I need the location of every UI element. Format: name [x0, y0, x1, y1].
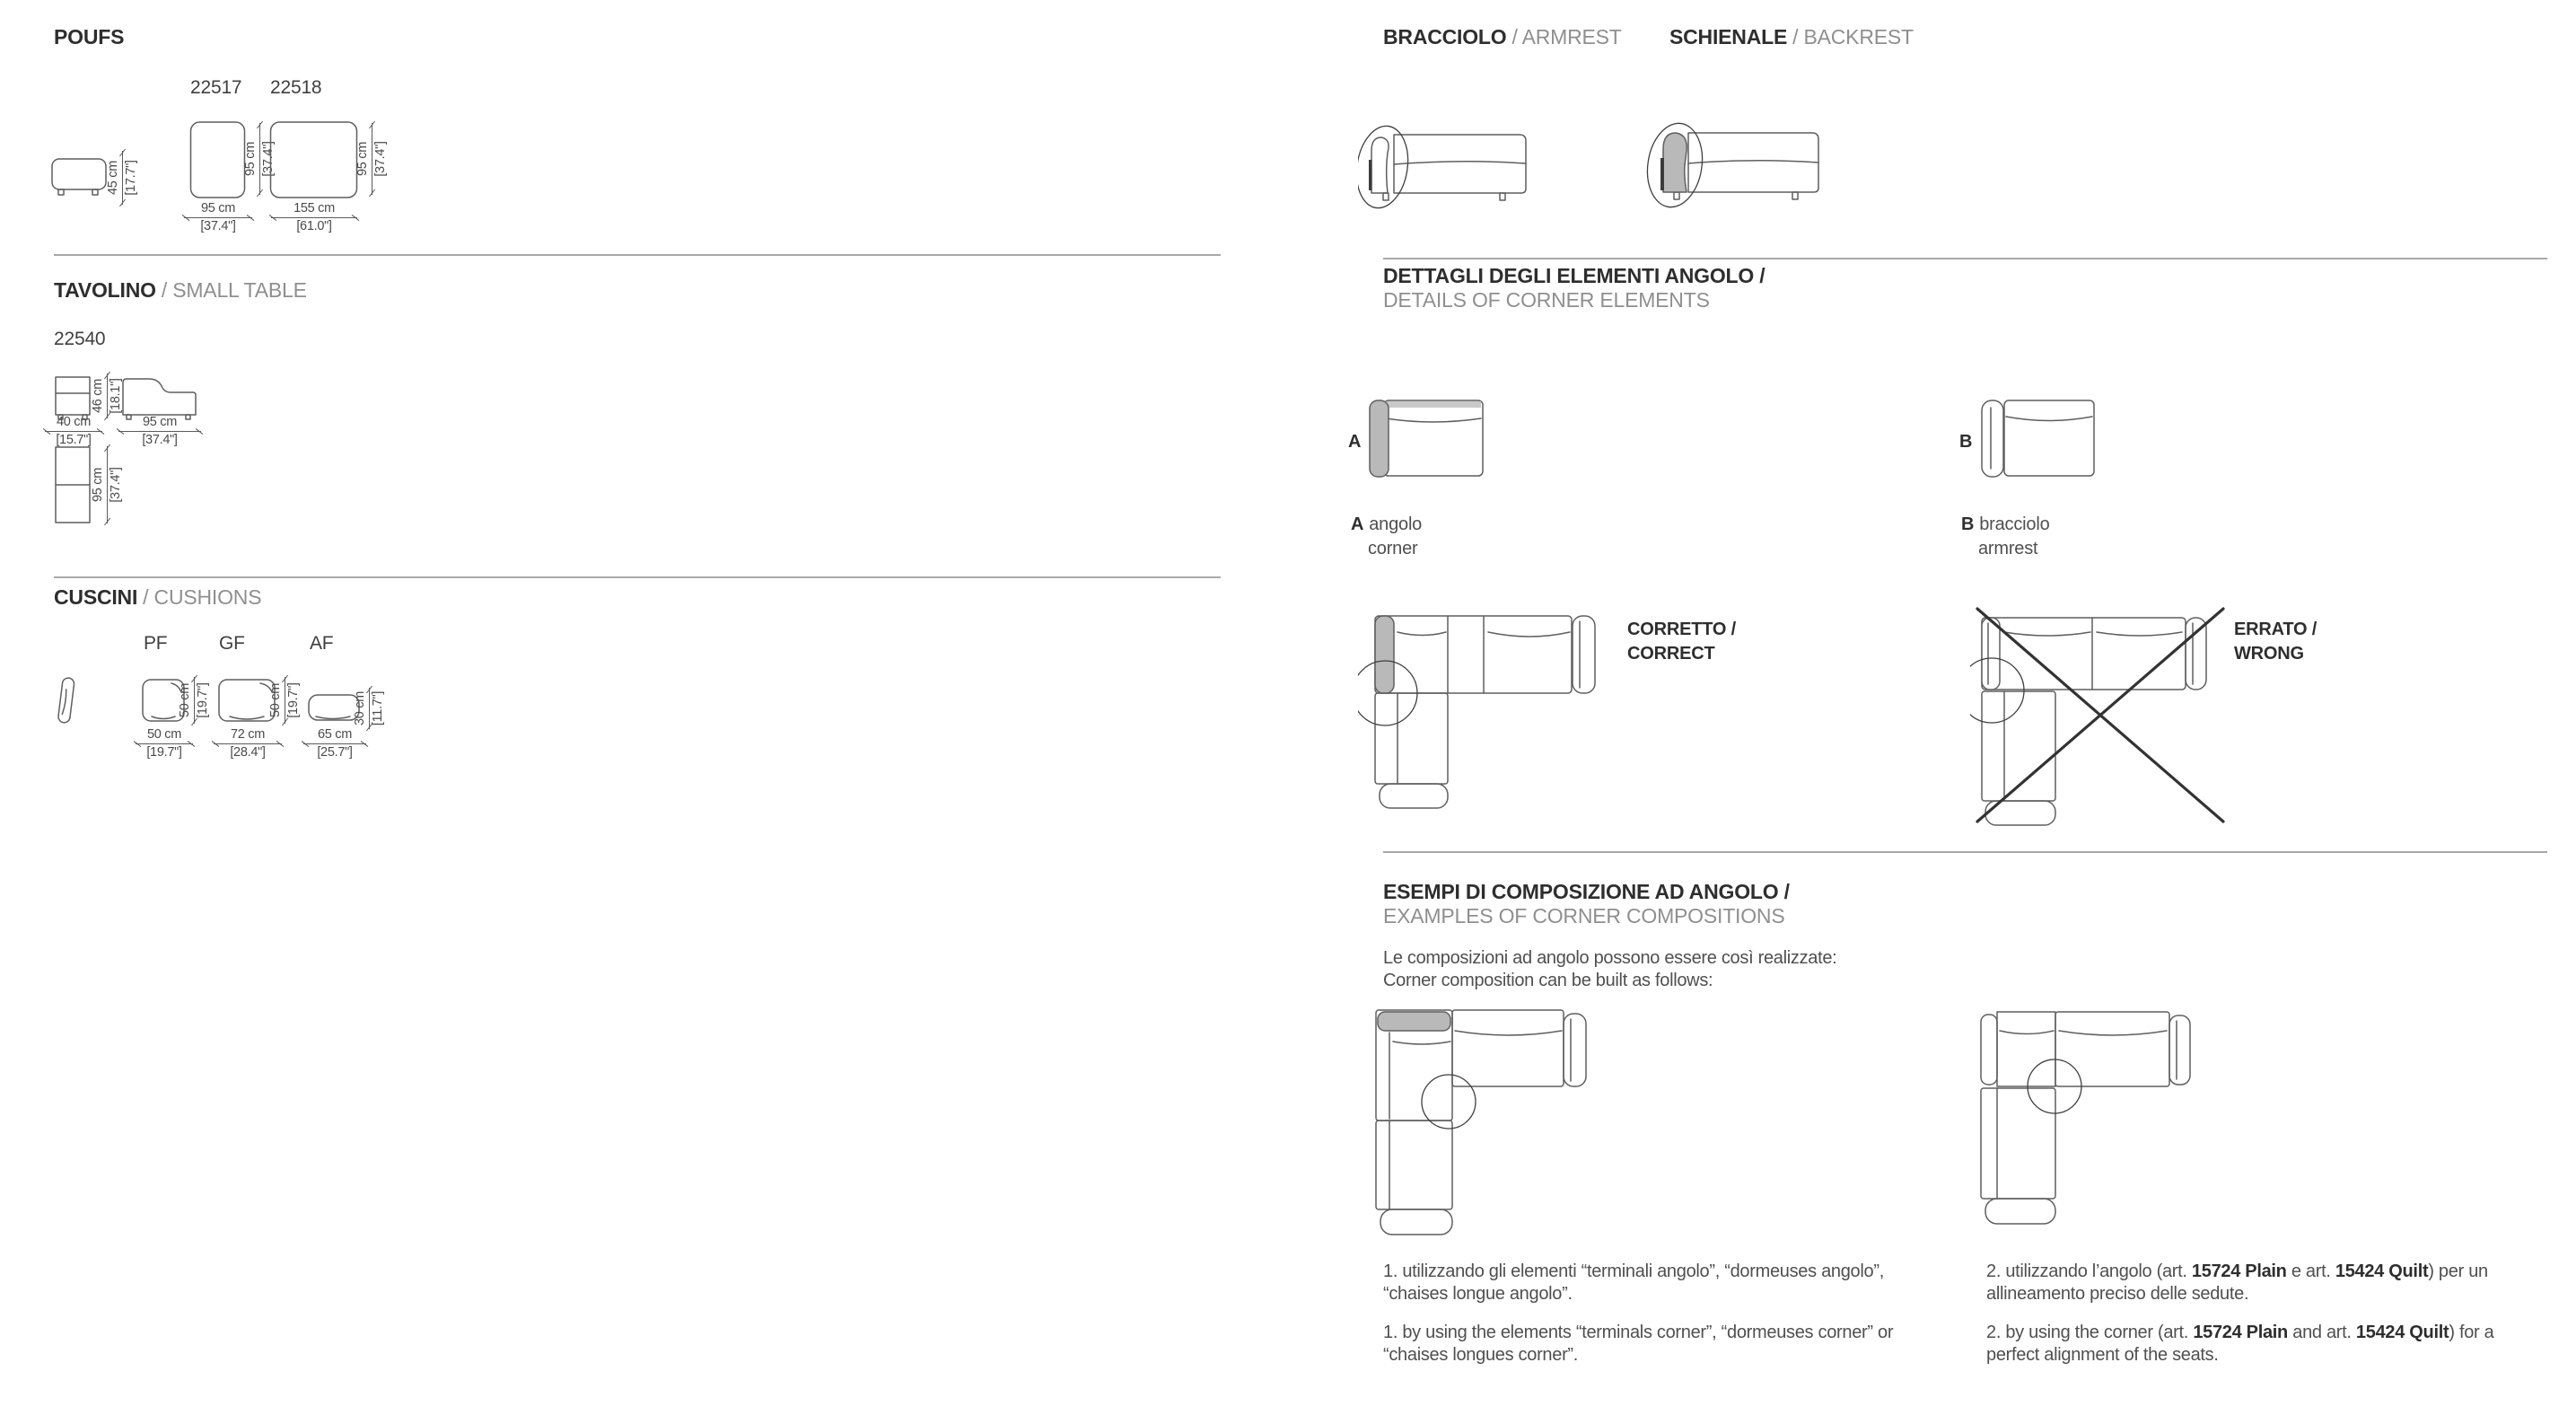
note-2-it-part-2: e art.: [2286, 1261, 2335, 1281]
tavolino-height-dimension: [91, 374, 123, 418]
cushion-code-af: AF: [310, 633, 334, 654]
dim-cm: 30 cm: [353, 691, 367, 725]
dim-cm: 46 cm: [91, 379, 105, 413]
esempi-intro: [1383, 947, 1836, 992]
key-a: A: [1348, 432, 1362, 452]
cuscini-title-it: CUSCINI: [54, 585, 138, 609]
dim-cm: 72 cm: [231, 727, 265, 742]
tavolino-width-dimension: [45, 415, 102, 447]
cushion-pf-width-dimension: [136, 727, 193, 760]
note-2-en-article-15724: 15724 Plain: [2193, 1323, 2288, 1342]
caption-key-b: B: [1961, 514, 1975, 534]
poufs-title: [54, 25, 124, 49]
corner-element-plan-drawing: [1368, 397, 1485, 479]
tavolino-title-en: / SMALL TABLE: [161, 278, 307, 302]
dettagli-title-en: DETAILS OF CORNER ELEMENTS: [1383, 288, 1710, 312]
dim-in: [37.4"]: [109, 467, 123, 503]
dimension-line: [118, 431, 201, 432]
caption-key-a: A: [1351, 514, 1364, 534]
schienale-title-it: SCHIENALE: [1669, 25, 1788, 48]
dimension-line: [107, 446, 108, 523]
cushion-code-gf: GF: [219, 633, 245, 654]
note-2-article-15724: 15724 Plain: [2191, 1261, 2287, 1281]
tavolino-side-view-drawing: [120, 375, 199, 420]
cushion-pf-height-dimension: [178, 677, 210, 724]
wrong-label-it: ERRATO /: [2234, 620, 2318, 639]
dimension-line: [214, 743, 282, 744]
dimension-line: [194, 677, 195, 724]
dimension-line: [136, 743, 193, 744]
wrong-label-en: WRONG: [2234, 644, 2304, 664]
correct-label-it: CORRETTO /: [1627, 620, 1736, 639]
dimension-line: [107, 374, 108, 418]
armrest-element-caption: [1961, 513, 2050, 561]
corner-composition-example-2-drawing: [1975, 1004, 2195, 1230]
dim-cm: 50 cm: [147, 727, 181, 742]
note-2-it-line-2: allineamento preciso delle sedute.: [1986, 1284, 2249, 1304]
dim-cm: 95 cm: [201, 201, 235, 215]
dim-cm: 95 cm: [243, 142, 258, 176]
note-2-en-part-3: ) for a: [2449, 1323, 2494, 1342]
left-divider-1: [54, 254, 1221, 256]
wrong-composition-drawing: [1970, 603, 2230, 828]
cushion-code-pf: PF: [144, 633, 168, 654]
tavolino-plan-view-drawing: [54, 445, 93, 526]
caption-a-en: corner: [1368, 539, 1418, 558]
pouf-22518-depth-dimension: [355, 123, 388, 195]
note-1-italian: [1383, 1261, 2002, 1305]
dimension-line: [259, 123, 260, 195]
tavolino-code: 22540: [54, 329, 106, 349]
armrest-element-key: [1959, 430, 1977, 454]
note-2-en-part-1: 2. by using the corner (art.: [1986, 1323, 2194, 1342]
note-1-en-line-2: “chaises longues corner”.: [1383, 1345, 1579, 1365]
armrest-sofa-drawing: [1358, 122, 1546, 212]
correct-label: [1627, 618, 1736, 666]
caption-b-it: bracciolo: [1979, 514, 2050, 534]
dettagli-title-it: DETTAGLI DEGLI ELEMENTI ANGOLO /: [1383, 264, 1766, 287]
caption-b-en: armrest: [1978, 539, 2038, 558]
bracciolo-title: [1383, 25, 1622, 49]
dim-in: [15.7"]: [56, 433, 92, 447]
dim-in: [18.1"]: [109, 378, 123, 414]
dim-cm: 50 cm: [268, 683, 283, 717]
dim-cm: 65 cm: [318, 727, 352, 742]
dim-in: [11.7"]: [371, 690, 385, 726]
dimension-line: [122, 151, 123, 205]
pouf-side-view-drawing: [50, 154, 113, 199]
note-2-english: [1986, 1322, 2576, 1367]
dim-cm: 40 cm: [57, 415, 91, 429]
cushion-af-height-dimension: [353, 688, 385, 729]
correct-composition-drawing: [1358, 609, 1609, 829]
dim-cm: 95 cm: [355, 142, 370, 176]
esempi-intro-it: Le composizioni ad angolo possono essere così realizzate:: [1383, 948, 1837, 968]
right-divider-1: [1383, 258, 2547, 259]
correct-label-en: CORRECT: [1627, 644, 1715, 664]
pouf-22517-plan-drawing: [189, 120, 247, 201]
note-1-en-line-1: 1. by using the elements “terminals corner”, “dormeuses corner” or: [1383, 1323, 1894, 1342]
note-2-italian: [1986, 1261, 2576, 1305]
note-2-en-line-2: perfect alignment of the seats.: [1986, 1345, 2219, 1365]
dim-cm: 50 cm: [178, 683, 192, 717]
esempi-title-en: EXAMPLES OF CORNER COMPOSITIONS: [1383, 904, 1785, 927]
cuscini-title-en: / CUSHIONS: [143, 585, 262, 609]
tavolino-front-view-drawing: [54, 375, 95, 420]
pouf-height-dimension: [106, 151, 138, 205]
dim-cm: 95 cm: [91, 468, 105, 502]
note-1-it-line-1: 1. utilizzando gli elementi “terminali angolo”, “dormeuses angolo”,: [1383, 1261, 1884, 1281]
dim-in: [17.7"]: [124, 160, 138, 196]
dim-cm: 155 cm: [294, 201, 335, 215]
pouf-code-22517: 22517: [190, 77, 242, 98]
esempi-title-it: ESEMPI DI COMPOSIZIONE AD ANGOLO /: [1383, 880, 1790, 903]
right-divider-2: [1383, 851, 2547, 853]
schienale-title: [1669, 25, 1914, 49]
cushion-af-width-dimension: [303, 727, 366, 760]
note-1-it-line-2: “chaises longue angolo”.: [1383, 1284, 1573, 1304]
pouf-code-22518: 22518: [270, 77, 322, 98]
tavolino-depth-dimension: [91, 446, 123, 523]
dim-cm: 45 cm: [106, 161, 120, 195]
note-2-it-part-3: ) per un: [2428, 1261, 2488, 1281]
pouf-22518-width-dimension: [271, 201, 357, 233]
backrest-sofa-drawing: [1645, 120, 1838, 212]
dim-in: [25.7"]: [317, 745, 353, 760]
dim-in: [37.4"]: [200, 219, 236, 233]
dimension-line: [45, 431, 102, 432]
dimension-line: [271, 217, 357, 218]
corner-composition-example-1-drawing: [1371, 1004, 1596, 1243]
note-2-en-part-2: and art.: [2287, 1323, 2356, 1342]
bracciolo-title-it: BRACCIOLO: [1383, 25, 1507, 48]
cushion-gf-width-dimension: [214, 727, 282, 760]
dim-in: [28.4"]: [230, 745, 266, 760]
corner-element-caption: [1351, 513, 1422, 561]
dettagli-title: [1383, 264, 1765, 312]
note-1-english: [1383, 1322, 2002, 1367]
dim-in: [19.7"]: [286, 682, 301, 718]
esempi-title: [1383, 880, 1790, 928]
corner-element-key: [1348, 430, 1366, 454]
cushion-side-profile-drawing: [52, 675, 81, 729]
cuscini-title: [54, 585, 261, 610]
schienale-title-en: / BACKREST: [1792, 25, 1914, 48]
tavolino-length-dimension: [118, 415, 201, 447]
wrong-label: [2234, 618, 2317, 666]
note-2-en-article-15424: 15424 Quilt: [2355, 1323, 2449, 1342]
note-2-it-part-1: 2. utilizzando l’angolo (art.: [1986, 1261, 2192, 1281]
dim-in: [19.7"]: [146, 745, 182, 760]
dimension-line: [369, 688, 370, 729]
pouf-22518-plan-drawing: [269, 120, 359, 201]
dim-in: [61.0"]: [296, 219, 332, 233]
dim-in: [37.4"]: [142, 433, 178, 447]
armrest-element-plan-drawing: [1977, 397, 2098, 479]
caption-a-it: angolo: [1369, 514, 1423, 534]
esempi-intro-en: Corner composition can be built as follows:: [1383, 971, 1713, 990]
poufs-title-text: POUFS: [54, 25, 125, 48]
dim-in: [37.4"]: [261, 141, 276, 177]
dim-in: [19.7"]: [196, 682, 210, 718]
cushion-gf-height-dimension: [268, 677, 301, 724]
dimension-line: [303, 743, 366, 744]
dim-cm: 95 cm: [143, 415, 177, 429]
left-divider-2: [54, 576, 1221, 578]
dim-in: [37.4"]: [373, 141, 388, 177]
pouf-22517-width-dimension: [184, 201, 252, 233]
dimension-line: [184, 217, 252, 218]
key-b: B: [1959, 432, 1973, 452]
note-2-article-15424: 15424 Quilt: [2335, 1261, 2429, 1281]
bracciolo-title-en: / ARMREST: [1511, 25, 1622, 48]
tavolino-title-it: TAVOLINO: [54, 278, 156, 302]
tavolino-title: [54, 278, 307, 303]
